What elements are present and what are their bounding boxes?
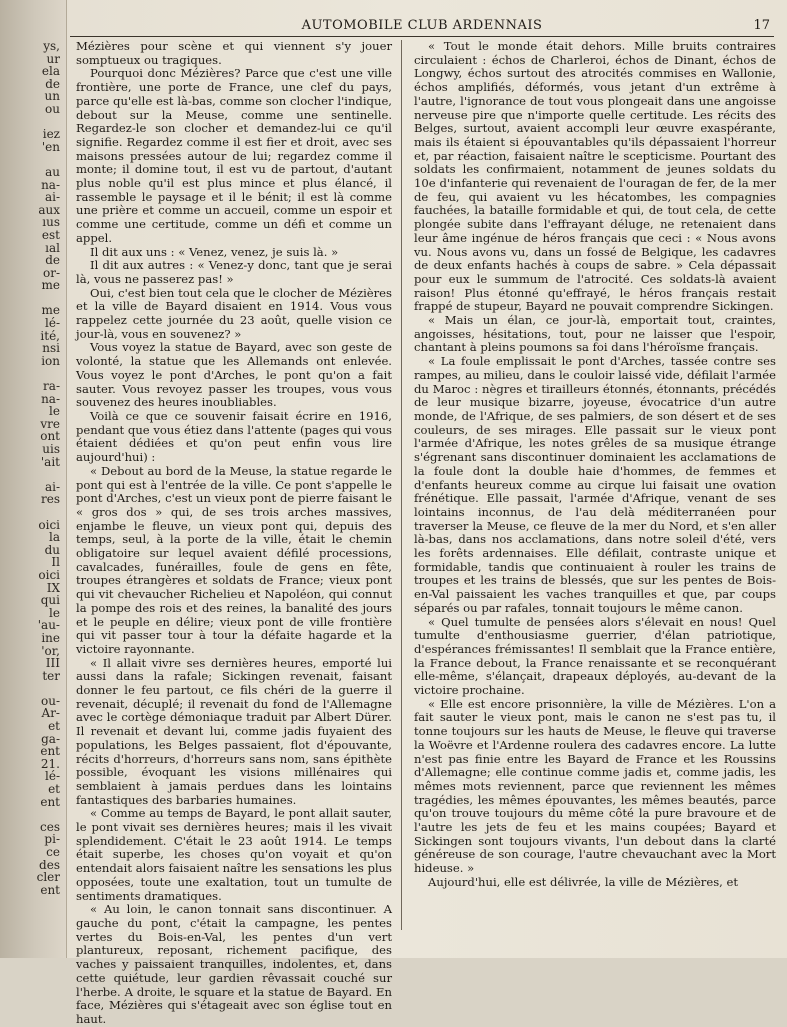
margin-fragment: le bbox=[49, 404, 60, 419]
margin-fragment: me bbox=[41, 278, 60, 293]
margin-fragment: du bbox=[44, 542, 60, 557]
previous-page-edge bbox=[0, 0, 67, 958]
margin-fragment: ela bbox=[41, 64, 60, 79]
margin-fragment: ur bbox=[46, 51, 60, 66]
paragraph: Vous voyez la statue de Bayard, avec son geste de volonté, la statue que les Allemands ont enlevée. Vous voyez le pont d'Arches, le pont qu'on a fait sauter. Vous revoyez passer les troupes, vous vous souvenez des heures inoubliables. bbox=[76, 340, 392, 410]
paragraph: Il dit aux uns : « Venez, venez, je suis là. » bbox=[90, 244, 339, 259]
margin-fragment: ys, bbox=[43, 39, 60, 53]
paragraph: « Tout le monde était dehors. Mille bruits contraires circulaient : échos de Charleroi, échos de Dinant, échos de Longwy, échos surtout des atrocités commises en Wallonie, échos amplifiés, déformés, vous jetant d'un extrême à l'autre, l'ignorance de tout vous plongeait dans une angoisse nerveuse pire que n'importe quelle certitude. Les récits des Belges, surtout, avaient accompli leur œuvre exaspérante, mais ils étaient si épouvantables qu'ils dépassaient l'horreur et, par réaction, faisaient naître le scepticisme. Pourtant des soldats les confirmaient, notamment de jeunes soldats du 10e d'infanterie qui revenaient de l'ouragan de fer, de la mer de feu, qui avaient vu les hécatombes, les compagnies fauchées, la bataille formidable et qui, de tout cela, de cette plongée subite dans l'effrayant déluge, ne retenaient dans leur âme ingénue de héros français que ceci : « Nous avons vu. Nous avons vu, dans un fossé de Belgique, les cadavres de deux enfants hachés à coups de sabre. » Cela dépassait pour eux le summum de l'atrocité. Ces soldats-là avaient raison! Plus étonné qu'effrayé, le héros français restait frappé de stupeur, Bayard ne pouvait comprendre Sickingen. bbox=[414, 39, 776, 314]
margin-fragment bbox=[2, 468, 60, 481]
margin-fragment: IX bbox=[46, 580, 60, 595]
margin-fragment: ent bbox=[40, 744, 60, 759]
margin-fragment: ıus bbox=[42, 215, 60, 230]
margin-fragment: ıal bbox=[45, 240, 60, 255]
paragraph: Mézières pour scène et qui viennent s'y jouer somptueux ou tragiques. bbox=[76, 39, 392, 67]
margin-fragment: est bbox=[41, 227, 60, 242]
margin-fragment: de bbox=[45, 253, 60, 268]
margin-fragment: ter bbox=[42, 668, 60, 683]
margin-fragment: na- bbox=[41, 177, 60, 192]
right-column bbox=[414, 40, 776, 890]
paragraph: Oui, c'est bien tout cela que le clocher de Mézières et la ville de Bayard disaient en 1914. Vous vous rappelez cette journée du 23 août, quelle vision ce jour-là, vous en souvenez? » bbox=[76, 285, 392, 341]
margin-fragment: ra- bbox=[43, 379, 60, 394]
margin-fragment: 'or, bbox=[41, 643, 60, 658]
margin-fragment: ont bbox=[40, 429, 60, 444]
margin-fragment: aux bbox=[38, 202, 60, 217]
margin-fragment: nsi bbox=[42, 341, 60, 356]
margin-fragment: iez bbox=[42, 127, 60, 142]
paragraph: Pourquoi donc Mézières? Parce que c'est une ville frontière, une porte de France, une clef du pays, parce qu'elle est là-bas, comme son clocher l'indique, debout sur la Meuse, comme une sentinelle. Regardez-le son clocher et demandez-lui ce qu'il signifie. Regardez comme il est fier et droit, avec ses maisons pressées autour de lui; regardez comme il monte; il domine tout, il est vu de partout, d'autant plus noble qu'il est plus mince et plus élancé, il rassemble le paysage et il le bénit; il est là comme une prière et comme un accueil, comme un espoir et comme une certitude, comme un défi et comme un appel. bbox=[76, 66, 392, 245]
margin-fragment: ine bbox=[41, 630, 60, 645]
paragraph: Voilà ce que ce souvenir faisait écrire en 1916, pendant que vous étiez dans l'attente (pages qui vous étaient dédiées et qu'on peut enfin vous lire aujourd'hui) : bbox=[76, 408, 392, 465]
margin-fragment: oici bbox=[38, 517, 60, 532]
margin-fragment: uis bbox=[42, 442, 60, 456]
margin-fragment: 'en bbox=[41, 139, 60, 154]
paragraph: « Quel tumulte de pensées alors s'élevait en nous! Quel tumulte d'enthousiasme guerrier, d'élan patriotique, d'espérances frémissantes! Il semblait que la France entière, la France debout, la France renaissante et se reconquérant elle-même, s'élançait, drapeaux déployés, au-devant de la victoire prochaine. bbox=[414, 614, 776, 698]
paragraph: Il dit aux autres : « Venez-y donc, tant que je serai là, vous ne passerez pas! » bbox=[76, 258, 392, 286]
margin-fragment: de bbox=[45, 76, 60, 91]
margin-fragment: la bbox=[49, 530, 60, 545]
margin-fragment: ion bbox=[41, 353, 60, 368]
paragraph: « Comme au temps de Bayard, le pont allait sauter, le pont vivait ses dernières heures; mais il les vivait splendidement. C'était le 23 août 1914. Le temps était superbe, les choses qu'on voyait et qu'on entendait alors faisaient naître les sensations les plus opposées, toute une exaltation, tout un tumulte de sentiments dramatiques. bbox=[76, 806, 393, 903]
paragraph: « Elle est encore prisonnière, la ville de Mézières. L'on a fait sauter le vieux pont, mais le canon ne s'est pas tu, il tonne toujours sur les hauts de Meuse, le fleuve qui traverse la Woëvre et l'Ardenne roulera des cadavres encore. La lutte n'est pas finie entre les Bayard de France et les Roussins d'Allemagne; elle continue comme jadis et, comme jadis, les mêmes mots reviennent, parce que reviennent les mêmes tragédies, les mêmes épouvantes, les mêmes beautés, parce qu'on trouve toujours du même côté la pure bravoure et de l'autre les jets de feu et les mains coupées; Bayard et Sickingen sont toujours vivants, l'un debout dans la clarté généreuse de son courage, l'autre chevauchant avec la Mort hideuse. » bbox=[414, 696, 776, 876]
page-number: 17 bbox=[753, 18, 770, 33]
margin-fragment: Il bbox=[51, 555, 60, 570]
paragraph: « Il allait vivre ses dernières heures, emporté lui aussi dans la rafale; Sickingen revenait, faisant donner le feu partout, ce fils chéri de la guerre il revenait, décuplé; il revenait du fond de l'Allemagne avec le cortège démoniaque traduit par Albert Dürer. Il revenait et devant lui, comme jadis fuyaient des populations, les Belges passaient, flot d'épouvante, récits d'horreurs, d'horreurs sans nom, sans épithète possible, évoquant les visions millénaires qui semblaient à jamais perdues dans les lointains fantastiques des barbaries humaines. bbox=[76, 655, 392, 807]
margin-fragment: na- bbox=[41, 391, 60, 406]
margin-fragment: ces bbox=[40, 819, 60, 834]
margin-fragment: cler bbox=[36, 870, 60, 885]
paragraph: « La foule emplissait le pont d'Arches, tassée contre ses rampes, au milieu, dans le couloir laissé vide, défilait l'armée du Maroc : nègres et tirailleurs étonnés, étonnants, précédés de leur musique bizarre, joyeuse, évocatrice d'un autre monde, de l'Afrique, de ses palmiers, de son désert et de ses couleurs, de ses mirages. Elle passait sur le vieux pont l'armée d'Afrique, les notes grêles de sa musique étrange s'égrenant sans discontinuer dominaient les acclamations de la foule dont la double haie d'hommes, de femmes et d'enfants heureux comme au cirque lui faisait une ovation frénétique. Elle passait, l'armée d'Afrique, venant de ses lointains inconnus, de l'au delà méditerranéen pour traverser la Meuse, ce fleuve de la mer du Nord, et s'en aller là-bas, dans nos acclamations, dans notre soleil d'été, vers les forêts ardennaises. Elle défilait, contraste unique et formidable, tandis que continuaient à rouler les trains de troupes et les trains de blessés, que sur les pentes de Bois-en-Val paissaient les vaches tranquilles et que, par coups séparés ou par rafales, tonnait toujours le même canon. bbox=[414, 354, 776, 615]
margin-fragment: 21. bbox=[40, 756, 60, 771]
margin-fragment: pi- bbox=[44, 832, 60, 847]
margin-fragment: un bbox=[44, 89, 60, 104]
margin-fragment: vre bbox=[40, 416, 60, 431]
margin-fragment: 'ait bbox=[40, 454, 60, 469]
margin-fragment: oici bbox=[38, 567, 60, 582]
margin-fragment bbox=[2, 682, 60, 695]
margin-fragment bbox=[2, 506, 60, 519]
running-header bbox=[70, 16, 774, 37]
margin-fragment: ai- bbox=[44, 479, 60, 494]
margin-fragment: me bbox=[41, 303, 60, 318]
margin-fragment: Ar- bbox=[41, 706, 60, 721]
margin-fragment: et bbox=[48, 719, 60, 734]
margin-fragment: et bbox=[48, 782, 60, 797]
paragraph: « Au loin, le canon tonnait sans discontinuer. A gauche du pont, c'était la campagne, les pentes vertes du Bois-en-Val, les pentes d'un vert plantureux, reposant, richement pacifique, des vaches y paissaient tranquilles, indolentes, et, dans cette quiétude, leur gardien rêvassait couché sur l'herbe. A droite, le square et la statue de Bayard. En face, Mézières qui s'étageait avec son église tout en haut. bbox=[76, 902, 392, 1026]
left-column bbox=[76, 40, 392, 1027]
paragraph: « Debout au bord de la Meuse, la statue regarde le pont qui est à l'entrée de la ville. Ce pont s'appelle le pont d'Arches, c'est un vieux pont de pierre faisant le « gros dos » qui, de ses trois arches massives, enjambe le fleuve, un vieux pont qui, depuis des temps, seul, à la porte de la ville, était le chemin obligatoire sur lequel avaient défilé processions, cavalcades, funérailles, foule de gens en fête, troupes étrangères et soldats de France; vieux pont qui vit chevaucher Richelieu et Napoléon, qui connut la pompe des rois et des reines, la banalité des jours et le peuple en délire; vieux pont de ville frontière qui vit passer tour à tour la défaite hagarde et la victoire rayonnante. bbox=[76, 463, 392, 656]
margin-fragment: lé- bbox=[45, 769, 60, 784]
margin-fragment: ga- bbox=[41, 731, 60, 746]
margin-fragment: ce bbox=[46, 845, 60, 859]
header-title: AUTOMOBILE CLUB ARDENNAIS bbox=[301, 18, 543, 33]
margin-fragment: au bbox=[45, 164, 60, 179]
margin-fragment: 'au- bbox=[37, 618, 60, 633]
margin-fragment: ent bbox=[40, 794, 60, 809]
margin-fragment: qui bbox=[40, 593, 60, 608]
margin-fragment: le bbox=[49, 605, 60, 620]
paragraph: « Mais un élan, ce jour-là, emportait tout, craintes, angoisses, hésitations, tout, pour ne laisser que l'espoir, chantant à pleins poumons sa foi dans l'héroïsme français. bbox=[414, 313, 776, 355]
margin-fragment: ent bbox=[40, 882, 60, 897]
margin-fragment bbox=[2, 808, 60, 821]
column-divider bbox=[401, 40, 402, 930]
margin-fragment: ou- bbox=[40, 693, 60, 708]
margin-fragment: III bbox=[45, 656, 60, 671]
margin-fragment: or- bbox=[42, 265, 60, 280]
margin-fragment: ou bbox=[45, 101, 60, 116]
paragraph: Aujourd'hui, elle est délivrée, la ville de Mézières, et bbox=[428, 874, 739, 889]
margin-fragment: ai- bbox=[44, 190, 60, 205]
margin-fragments bbox=[2, 40, 60, 896]
margin-fragment: des bbox=[39, 857, 60, 872]
margin-fragment: ité, bbox=[40, 328, 60, 343]
margin-fragment: res bbox=[41, 492, 60, 507]
margin-fragment: lé- bbox=[45, 316, 60, 331]
